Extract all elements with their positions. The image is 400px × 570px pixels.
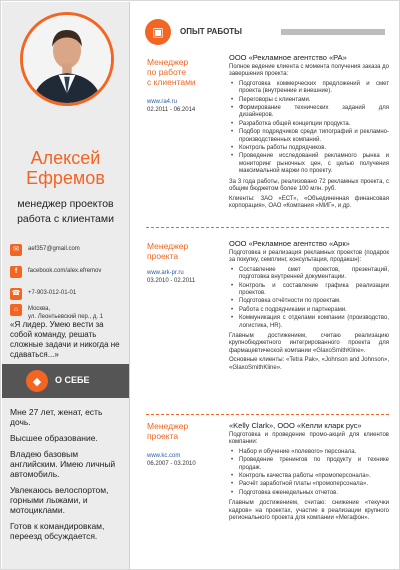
job-2-title: Менеджер проекта (147, 241, 189, 261)
job-1-intro: Полное ведение клиента с момента получения заказа до завершения проекта: (229, 64, 389, 78)
job-3-dates: 06.2007 - 03.2010 (147, 461, 196, 467)
job-3-intro: Подготовка и проведение промо-акций для клиентов компании: (229, 432, 389, 446)
job-1-title: Менеджер по работе с клиентами (147, 57, 196, 87)
job-3-company: «Kelly Clark», ООО «Келли кларк рус» (229, 421, 362, 430)
job-1-url[interactable]: www.ra4.ru (147, 99, 178, 105)
job-2-company: ООО «Рекламное агентство «Арк» (229, 239, 350, 248)
job-2-duties (229, 267, 389, 330)
list-item: • Разработка общей концепции продукта. (229, 121, 389, 128)
about-title: О СЕБЕ (55, 375, 90, 385)
list-item: • Проведение исследований рекламного рынка и мониторинг рыночных цен, с целью получения максимальной маржи по проекту. (229, 153, 389, 175)
about-item: Мне 27 лет, женат, есть дочь. (10, 407, 103, 427)
about-text (10, 407, 122, 547)
job-3-title: Менеджер проекта (147, 421, 189, 441)
list-item: • Проведение тренингов по продукту и технике продаж. (229, 457, 389, 472)
contact-address (10, 304, 103, 321)
list-item: • Подготовка еженедельных отчетов. (229, 490, 389, 497)
address-city: Москва, (28, 306, 51, 312)
job-2-dates: 03.2010 - 02.2011 (147, 278, 196, 284)
first-name: Алексей (30, 148, 101, 168)
about-section-header (2, 364, 129, 398)
list-item: • Переговоры с клиентами. (229, 97, 389, 104)
left-sidebar (2, 2, 129, 569)
email-text[interactable]: aef357@gmail.com (28, 246, 80, 252)
address-street: ул. Леонтьевский пер., д. 1 (28, 314, 104, 320)
about-item: Владею базовым английским. Имею личный автомобиль. (10, 449, 116, 479)
job-separator (146, 414, 389, 415)
contact-phone[interactable] (10, 288, 76, 300)
job-3-url[interactable]: www.kc.com (147, 453, 181, 459)
phone-text[interactable]: +7-903-012-01-01 (28, 290, 77, 296)
job-3-details (229, 421, 389, 524)
portrait-image (23, 15, 111, 103)
job-separator (146, 227, 389, 228)
list-item: • Подбор подрядчиков среди типографий и рекламно-производственных компаний. (229, 129, 389, 144)
facebook-text[interactable]: facebook.com/alex.efremov (28, 268, 102, 274)
job-2-result: Главным достижением, считаю реализацию крупнобюджетного интегрированного проекта для фармацевтической компании «GlaxoSmithKline». (229, 333, 389, 354)
phone-icon: ☎ (10, 288, 22, 300)
job-3-result: Главным достижением, считаю: снижение «текучки кадров» на проектах, участие в реализации крупного регионального проекта для компании «Мегафон». (229, 500, 389, 522)
email-icon: ✉ (10, 244, 22, 256)
about-item: Готов к командировкам, переезд обсуждается. (10, 521, 105, 541)
list-item: • Расчёт заработной платы «промоперсонала». (229, 481, 389, 488)
layers-icon: ◆ (26, 370, 48, 392)
list-item: • Коммуникация с отделами компании (производство, логистика, HR). (229, 315, 389, 330)
list-item: • Набор и обучение «полевого» персонала. (229, 449, 389, 456)
facebook-icon: f (10, 266, 22, 278)
job-1-dates: 02.2011 - 06.2014 (147, 107, 196, 113)
contact-facebook[interactable] (10, 266, 101, 278)
personal-quote: «Я лидер. Умею вести за собой команду, решать сложные задачи и никогда не сдаваться...» (10, 320, 120, 359)
list-item: • Формирование технических заданий для дизайнеров. (229, 105, 389, 120)
about-item: Увлекаюсь велоспортом, горными лыжами, и мотоциклами. (10, 485, 109, 515)
job-1-details (229, 53, 389, 212)
list-item: • Работа с подрядчиками и партнерами. (229, 307, 389, 314)
list-item: • Контроль качества работы «промоперсонала». (229, 473, 389, 480)
job-1-duties (229, 81, 389, 176)
section-bar (281, 29, 385, 35)
profile-photo (20, 12, 114, 106)
briefcase-icon: ▣ (145, 19, 171, 45)
list-item: • Составление смет проектов, презентаций, подготовка внутренней документации. (229, 267, 389, 282)
about-item: Высшее образование. (10, 433, 98, 443)
job-2-details (229, 239, 389, 374)
job-1-result: За 3 года работы, реализовано 72 рекламных проекта, с общим бюджетом более 100 млн. руб. (229, 178, 389, 193)
last-name: Ефремов (26, 168, 105, 188)
role-line-2: работа с клиентами (17, 213, 114, 225)
column-divider (129, 2, 130, 569)
experience-title: ОПЫТ РАБОТЫ (180, 27, 243, 36)
job-2-url[interactable]: www.ark-pr.ru (147, 270, 184, 276)
location-icon: ⌂ (10, 304, 22, 316)
job-1-company: ООО «Рекламное агентство «РА» (229, 53, 347, 62)
job-1-clients: Клиенты: ЗАО «ЕСТ», «Объединенная финансовая корпорация», ОАО «Компания «МИГ», и др. (229, 195, 389, 209)
job-2-clients: Основные клиенты: «Tetra Pak», «Johnson and Johnson», «GlaxoSmithKline». (229, 357, 389, 371)
list-item: • Контроль работы подрядчиков. (229, 145, 389, 152)
contact-email[interactable] (10, 244, 80, 256)
job-2-intro: Подготовка и реализация рекламных проектов (подарок за покупку, семплинг, консультация, продакшн): (229, 250, 389, 264)
list-item: • Контроль и составление графика реализации проектов. (229, 283, 389, 298)
job-3-duties (229, 449, 389, 497)
list-item: • Подготовка отчётности по проектам. (229, 298, 389, 305)
role-line-1: менеджер проектов (17, 198, 114, 210)
list-item: • Подготовка коммерческих предложений и смет проекта (внутренние и внешние). (229, 81, 389, 96)
